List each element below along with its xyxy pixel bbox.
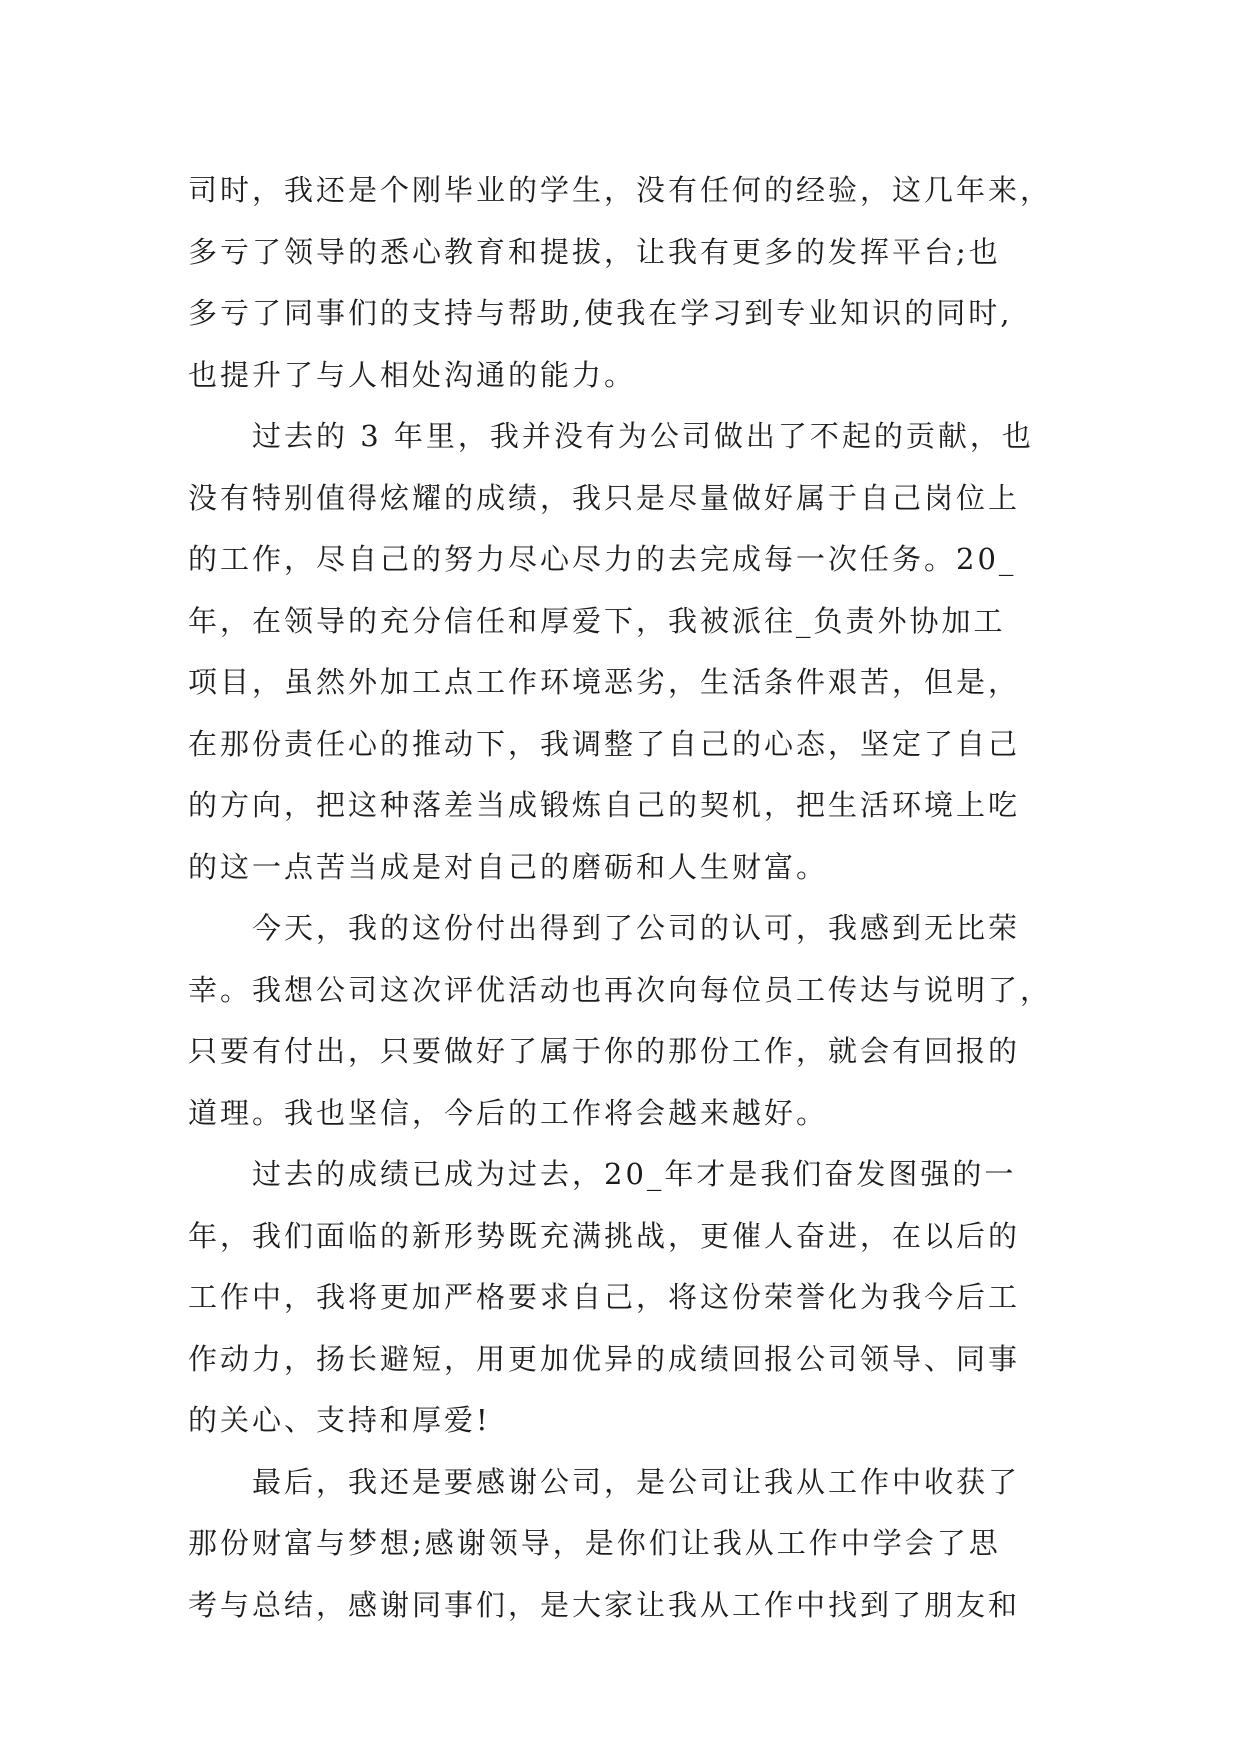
- text-line: 的方向，把这种落差当成锻炼自己的契机，把生活环境上吃: [188, 788, 1021, 822]
- text-line: 项目，虽然外加工点工作环境恶劣，生活条件艰苦，但是，: [188, 665, 1021, 699]
- text-line: 那份财富与梦想;感谢领导，是你们让我从工作中学会了思: [188, 1526, 1001, 1560]
- text-line: 年，在领导的充分信任和厚爱下，我被派往_负责外协加工: [188, 603, 1006, 638]
- text-line: 的工作，尽自己的努力尽心尽力的去完成每一次任务。20_: [188, 542, 1017, 576]
- paragraph-start-line: 最后，我还是要感谢公司，是公司让我从工作中收获了: [252, 1464, 1021, 1499]
- text-line: 在那份责任心的推动下，我调整了自己的心态，坚定了自己: [188, 726, 1021, 761]
- text-line: 司时，我还是个刚毕业的学生，没有任何的经验，这几年来，: [188, 173, 1053, 207]
- text-line: 工作中，我将更加严格要求自己，将这份荣誉化为我今后工: [188, 1280, 1021, 1314]
- text-line: 的关心、支持和厚爱!: [188, 1403, 491, 1437]
- text-line: 道理。我也坚信，今后的工作将会越来越好。: [188, 1095, 829, 1130]
- text-line: 的这一点苦当成是对自己的磨砺和人生财富。: [188, 849, 829, 884]
- text-line: 作动力，扬长避短，用更加优异的成绩回报公司领导、同事: [188, 1341, 1021, 1376]
- text-line: 考与总结，感谢同事们，是大家让我从工作中找到了朋友和: [188, 1587, 1021, 1622]
- text-line: 只要有付出，只要做好了属于你的那份工作，就会有回报的: [188, 1034, 1021, 1068]
- text-line: 幸。我想公司这次评优活动也再次向每位员工传达与说明了，: [188, 972, 1053, 1007]
- body-text: [188, 160, 1088, 1636]
- text-line: 多亏了同事们的支持与帮助,使我在学习到专业知识的同时,: [188, 296, 1013, 330]
- text-line: 多亏了领导的悉心教育和提拔，让我有更多的发挥平台;也: [188, 234, 1001, 269]
- text-line: 年，我们面临的新形势既充满挑战，更催人奋进，在以后的: [188, 1218, 1021, 1253]
- text-line: 也提升了与人相处沟通的能力。: [188, 357, 637, 392]
- paragraph-start-line: 今天，我的这份付出得到了公司的认可，我感到无比荣: [252, 911, 1021, 945]
- paragraph-start-line: 过去的 3 年里，我并没有为公司做出了不起的贡献，也: [252, 419, 1034, 453]
- paragraph-start-line: 过去的成绩已成为过去，20_年才是我们奋发图强的一: [252, 1157, 1017, 1191]
- text-line: 没有特别值得炫耀的成绩，我只是尽量做好属于自己岗位上: [188, 480, 1021, 515]
